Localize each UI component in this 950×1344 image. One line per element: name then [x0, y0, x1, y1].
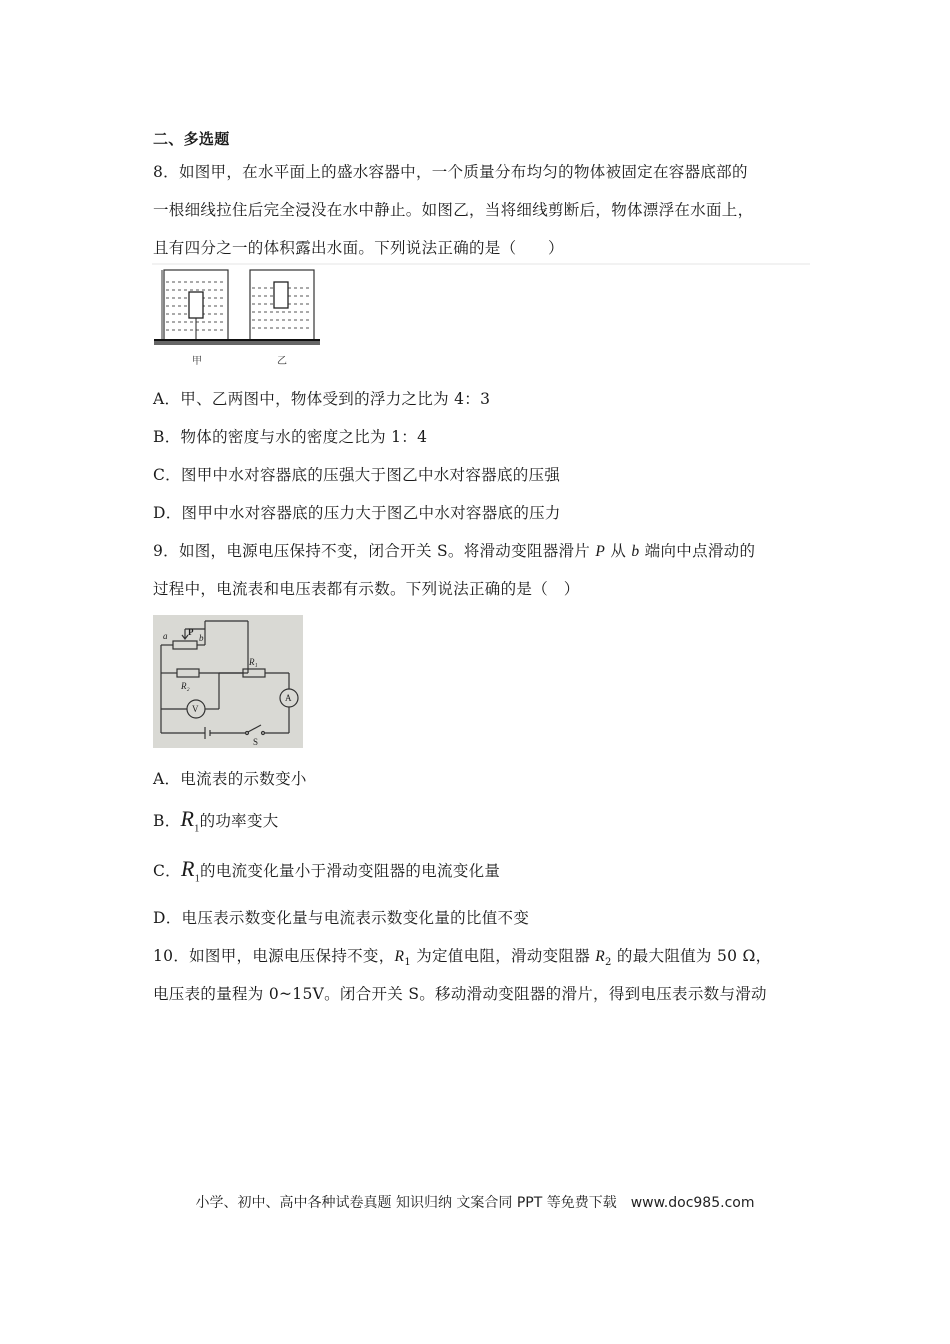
q9-option-b-var: [180, 806, 200, 835]
q10-line-1-b: 为定值电阻，滑动变阻器: [410, 947, 596, 965]
r1-subscript: 1: [194, 873, 201, 885]
q9-line-2: 过程中，电流表和电压表都有示数。下列说法正确的是（ ）: [153, 580, 580, 598]
page-footer: 小学、初中、高中各种试卷真题 知识归纳 文案合同 PPT 等免费下载 www.doc985.com: [195, 1195, 755, 1211]
q10-line-1-a: 10．如图甲，电源电压保持不变，: [153, 947, 395, 965]
label-r1: R₁: [249, 657, 258, 667]
r1-symbol: R: [180, 856, 195, 881]
q10-sub-1: 1: [404, 957, 411, 969]
label-v: V: [192, 704, 199, 714]
q9-line-1-c: 端向中点滑动的: [639, 542, 756, 560]
r1-subscript: 1: [194, 823, 200, 835]
q8-option-d: D．图甲中水对容器底的压力大于图乙中水对容器底的压力: [153, 504, 561, 522]
q9-circuit-figure: [153, 615, 303, 748]
beaker-jia: [162, 270, 228, 340]
label-p: P: [188, 627, 194, 637]
label-r2: R₂: [181, 681, 190, 691]
q9-option-c-var: [180, 856, 201, 885]
q9-line-1-a: 9．如图，电源电压保持不变，闭合开关 S。将滑动变阻器滑片: [153, 542, 596, 560]
q9-option-a: A．电流表的示数变小: [153, 770, 307, 788]
q8-option-b: B．物体的密度与水的密度之比为 1：4: [153, 428, 428, 446]
beaker-yi: [250, 270, 314, 340]
q10-line-1-c: 的最大阻值为 50 Ω，: [611, 947, 772, 965]
q9-line-1-b: 从: [605, 542, 632, 560]
q9-option-b-prefix: B．: [153, 812, 181, 830]
q10-var-r1: R: [394, 948, 405, 965]
q8-figure: [152, 262, 812, 372]
q8-option-a: A．甲、乙两图中，物体受到的浮力之比为 4：3: [153, 390, 491, 408]
q8-line-2: 一根细线拉住后完全浸没在水中静止。如图乙，当将细线剪断后，物体漂浮在水面上，: [153, 201, 754, 219]
q9-var-p: P: [595, 543, 606, 560]
q10-sub-2: 2: [605, 957, 612, 969]
q9-line-1: [153, 539, 755, 561]
q8-line-1: 8．如图甲，在水平面上的盛水容器中，一个质量分布均匀的物体被固定在容器底部的: [153, 163, 748, 181]
q9-option-b: [153, 806, 279, 834]
q9-option-b-text: 的功率变大: [199, 812, 279, 830]
q8-option-c: C．图甲中水对容器底的压强大于图乙中水对容器底的压强: [153, 466, 561, 484]
q9-var-b: b: [631, 543, 640, 560]
q9-option-c: [153, 856, 500, 884]
q9-option-c-text: 的电流变化量小于滑动变阻器的电流变化量: [200, 862, 501, 880]
label-jia: 甲: [192, 356, 202, 367]
q9-option-d: D．电压表示数变化量与电流表示数变化量的比值不变: [153, 909, 530, 927]
q10-line-2: 电压表的量程为 0~15V。闭合开关 S。移动滑动变阻器的滑片，得到电压表示数与滑动: [153, 985, 767, 1003]
label-yi: 乙: [277, 356, 287, 367]
label-a-meter: A: [285, 693, 292, 703]
section-title: 二、多选题: [153, 130, 230, 148]
label-b: b: [199, 633, 204, 643]
q8-line-3: 且有四分之一的体积露出水面。下列说法正确的是（ ）: [153, 239, 564, 257]
label-a: a: [163, 631, 168, 641]
q9-option-c-prefix: C．: [153, 862, 181, 880]
q10-var-r2: R: [595, 948, 606, 965]
label-s: S: [253, 737, 259, 747]
r1-symbol: R: [180, 806, 195, 831]
q10-line-1: [153, 944, 771, 968]
ground: [154, 340, 320, 345]
